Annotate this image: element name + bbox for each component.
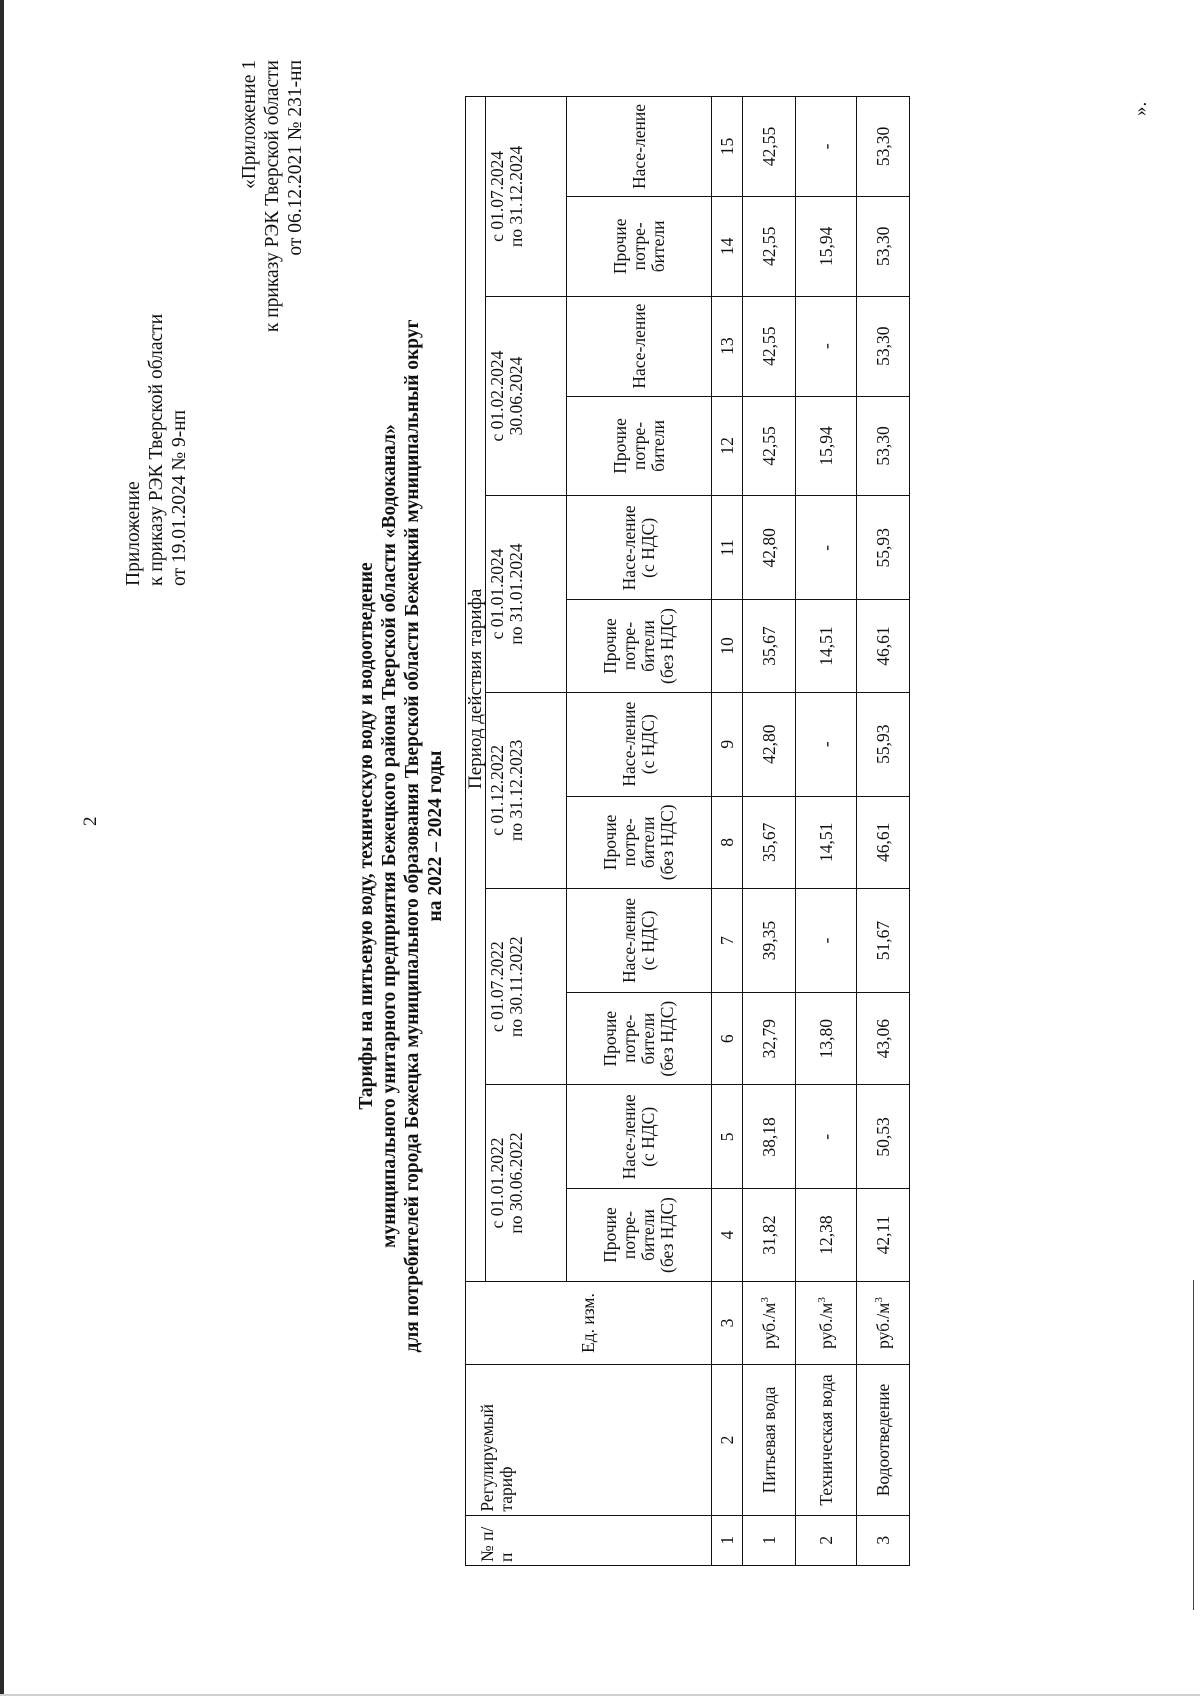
tariff-value: 42,55: [743, 196, 796, 296]
row-tariff-name: Водоотведение: [857, 1365, 910, 1515]
tariff-value: -: [796, 296, 857, 396]
consumer-group-header: Насе-ление (с НДС): [567, 496, 712, 600]
header-period-title: Период действия тарифа: [466, 97, 486, 1282]
row-no: 3: [857, 1515, 910, 1565]
column-number: 7: [712, 888, 743, 992]
unit-superscript: 3: [758, 1297, 771, 1303]
consumer-group-header: Насе-ление (с НДС): [567, 692, 712, 796]
column-number: 6: [712, 993, 743, 1085]
consumer-group-header: Насе-ление: [567, 296, 712, 396]
period-start: с 01.12.2022: [487, 744, 507, 836]
unit-superscript: 3: [872, 1297, 885, 1303]
header-tariff: Регулируемый тариф: [466, 1365, 712, 1515]
tariff-value: 51,67: [857, 888, 910, 992]
appendix-header: [122, 314, 191, 586]
appendix1-line: от 06.12.2021 № 231-нп: [285, 60, 306, 256]
unit-text: руб./м: [758, 1302, 779, 1349]
tariff-value: 42,55: [743, 396, 796, 496]
consumer-group-header: Прочие потре-бители: [567, 196, 712, 296]
column-number: 15: [712, 97, 743, 197]
tariff-value: 14,51: [796, 796, 857, 888]
tariff-value: 39,35: [743, 888, 796, 992]
column-number: 13: [712, 296, 743, 396]
appendix-line: к приказу РЭК Тверской области: [146, 313, 167, 586]
tariff-value: 50,53: [857, 1085, 910, 1189]
tariff-value: -: [796, 496, 857, 600]
period-end: по 30.11.2022: [506, 936, 526, 1037]
table-row: [857, 97, 910, 1566]
header-row-period-title: [466, 97, 486, 1566]
column-number: 14: [712, 196, 743, 296]
header-unit: Ед. изм.: [466, 1281, 712, 1365]
row-unit: [743, 1281, 796, 1365]
consumer-group-header: Прочие потре-бители: [567, 396, 712, 496]
document-title: [355, 166, 447, 1506]
column-number: 3: [712, 1281, 743, 1365]
tariff-value: 12,38: [796, 1189, 857, 1281]
column-number: 8: [712, 796, 743, 888]
tariff-value: -: [796, 1085, 857, 1189]
consumer-group-header: Прочие потре-бители (без НДС): [567, 600, 712, 692]
title-line: муниципального унитарного предприятия Бежецкого района Тверской области «Водоканал»: [379, 424, 400, 1248]
period-end: по 31.01.2024: [506, 543, 526, 645]
column-number: 5: [712, 1085, 743, 1189]
tariff-value: 43,06: [857, 993, 910, 1085]
unit-superscript: 3: [815, 1297, 828, 1303]
tariff-value: 14,51: [796, 600, 857, 692]
tariff-value: 55,93: [857, 496, 910, 600]
table-row: [796, 97, 857, 1566]
page-number: 2: [80, 816, 101, 826]
consumer-group-header: Прочие потре-бители (без НДС): [567, 796, 712, 888]
tariff-value: 13,80: [796, 993, 857, 1085]
header-no: № п/п: [466, 1515, 712, 1565]
period-start: с 01.01.2024: [487, 548, 507, 640]
tariff-value: 46,61: [857, 600, 910, 692]
tariff-value: 35,67: [743, 600, 796, 692]
period-end: 30.06.2024: [506, 356, 526, 436]
unit-text: руб./м: [815, 1302, 836, 1349]
tariff-value: -: [796, 97, 857, 197]
tariff-value: 53,30: [857, 196, 910, 296]
period-header: [486, 888, 567, 1084]
consumer-group-header: Насе-ление (с НДС): [567, 888, 712, 992]
period-header: [486, 692, 567, 888]
appendix1-line: к приказу РЭК Тверской области: [262, 60, 283, 333]
tariff-value: -: [796, 888, 857, 992]
column-number: 11: [712, 496, 743, 600]
row-tariff-name: Питьевая вода: [743, 1365, 796, 1515]
tariff-value: 42,55: [743, 97, 796, 197]
tariff-value: 46,61: [857, 796, 910, 888]
column-number-row: [712, 97, 743, 1566]
period-end: по 31.12.2023: [506, 739, 526, 841]
closing-quote-mark: ».: [1130, 101, 1151, 116]
title-line: для потребителей города Бежецка муниципального образования Тверской области Бежецкий муниципальный округ: [402, 319, 423, 1353]
title-line: на 2022 – 2024 годы: [425, 750, 446, 922]
column-number: 1: [712, 1515, 743, 1565]
consumer-group-header: Насе-ление: [567, 97, 712, 197]
column-number: 4: [712, 1189, 743, 1281]
tariff-value: 53,30: [857, 97, 910, 197]
consumer-group-header: Прочие потре-бители (без НДС): [567, 1189, 712, 1281]
appendix-line: Приложение: [123, 481, 144, 586]
title-line: Тарифы на питьевую воду, техническую воду и водоотведение: [356, 562, 377, 1110]
row-tariff-name: Техническая вода: [796, 1365, 857, 1515]
period-start: с 01.07.2022: [487, 941, 507, 1033]
table-row: [743, 97, 796, 1566]
tariff-value: -: [796, 692, 857, 796]
tariff-value: 42,80: [743, 692, 796, 796]
appendix-line: от 19.01.2024 № 9-нп: [169, 409, 190, 586]
column-number: 9: [712, 692, 743, 796]
tariff-value: 42,55: [743, 296, 796, 396]
column-number: 2: [712, 1365, 743, 1515]
period-header: [486, 296, 567, 496]
period-end: по 31.12.2024: [506, 145, 526, 247]
row-unit: [857, 1281, 910, 1365]
consumer-group-header: Прочие потре-бители (без НДС): [567, 993, 712, 1085]
tariff-value: 55,93: [857, 692, 910, 796]
row-no: 1: [743, 1515, 796, 1565]
tariff-value: 53,30: [857, 396, 910, 496]
tariff-table: [465, 96, 910, 1566]
row-no: 2: [796, 1515, 857, 1565]
tariff-value: 15,94: [796, 196, 857, 296]
row-unit: [796, 1281, 857, 1365]
tariff-value: 32,79: [743, 993, 796, 1085]
tariff-value: 53,30: [857, 296, 910, 396]
tariff-value: 31,82: [743, 1189, 796, 1281]
period-end: по 30.06.2022: [506, 1132, 526, 1234]
unit-text: руб./м: [872, 1302, 893, 1349]
column-number: 12: [712, 396, 743, 496]
tariff-value: 38,18: [743, 1085, 796, 1189]
period-header: [486, 496, 567, 692]
consumer-group-header: Насе-ление (с НДС): [567, 1085, 712, 1189]
column-number: 10: [712, 600, 743, 692]
appendix1-header: [238, 60, 307, 332]
tariff-value: 15,94: [796, 396, 857, 496]
period-header: [486, 97, 567, 297]
period-start: с 01.07.2024: [487, 150, 507, 242]
appendix1-line: «Приложение 1: [239, 60, 260, 190]
period-start: с 01.01.2022: [487, 1137, 507, 1229]
tariff-value: 42,80: [743, 496, 796, 600]
tariff-value: 35,67: [743, 796, 796, 888]
period-start: с 01.02.2024: [487, 350, 507, 442]
tariff-value: 42,11: [857, 1189, 910, 1281]
period-header: [486, 1085, 567, 1281]
